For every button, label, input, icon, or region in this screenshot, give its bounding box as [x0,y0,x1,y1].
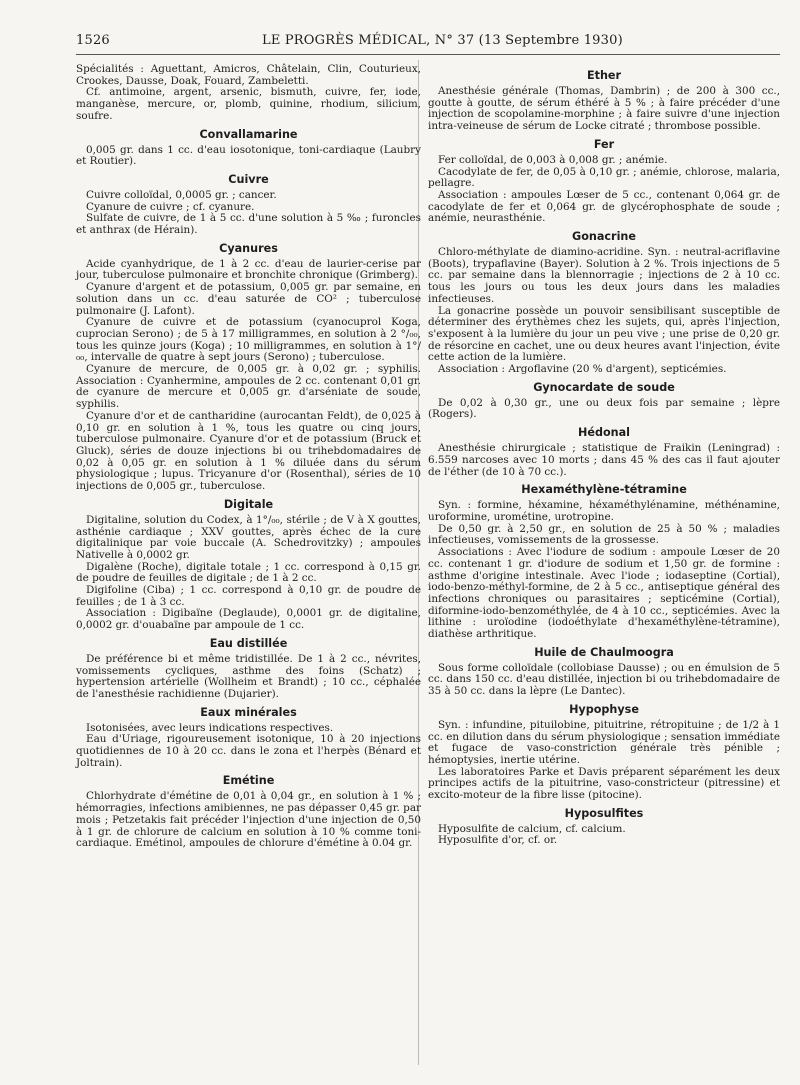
paragraph: Cyanure d'argent et de potassium, 0,005 gr. par semaine, en solution dans un cc. d'eau saturée de CO² ; tuberculose pulmonaire (J. Lafont). [76,281,421,317]
paragraph: Sous forme colloïdale (collobiase Dausse) ; ou en émulsion de 5 cc. dans 150 cc. d'eau distillée, injection bi ou trihebdomadaire de 35 à 50 cc. dans la lèpre (Le Dantec). [428,661,780,698]
paragraph: Cyanure d'or et de cantharidine (aurocantan Feldt), de 0,025 à 0,10 gr. en solution à 1 %, tous les quatre ou cinq jours, tuberculose pulmonaire. Cyanure d'or et de potassium (Bruck et Gluck), séries de douze injections bi ou trihebdomadaires de 0,02 à 0,05 gr. en solution à 1 % diluée dans du sérum physiologique ; lupus. Tricyanure d'or (Rosenthal), séries de 10 injections de 0,005 gr., tuberculose. [76,409,421,493]
section-heading-gynocardate: Gynocardate de soude [533,380,675,394]
paragraph: Cyanure de cuivre ; cf. cyanure. [86,200,255,213]
paragraph: Cyanure de mercure, de 0,005 gr. à 0,02 gr. ; syphilis. Association : Cyanhermine, ampoules de 2 cc. contenant 0,01 gr. de cyanure de mercure et 0,005 gr. d'arséniate de soude, syphilis. [76,363,421,411]
paragraph: Hyposulfite d'or, cf. or. [438,834,558,847]
paragraph: De 0,02 à 0,30 gr., une ou deux fois par semaine ; lèpre (Rogers). [428,396,780,421]
paragraph: Syn. : infundine, pituilobine, pituitrine, rétropituine ; de 1/2 à 1 cc. en dilution dans du sérum physiologique ; sensation immédiate et fugace de vaso-constriction générale très pénible ; hémoptysies, inertie utérine. [428,718,780,766]
paragraph: Acide cyanhydrique, de 1 à 2 cc. d'eau de laurier-cerise par jour, tuberculose pulmonaire et bronchite chronique (Grimberg). [76,257,421,282]
paragraph: Association : Argoflavine (20 % d'argent), septicémies. [438,363,727,376]
section-heading-cyanures: Cyanures [219,241,278,255]
paragraph: La gonacrine possède un pouvoir sensibilisant susceptible de déterminer des érythèmes chez les sujets, qui, après l'injection, s'exposent à la lumière du jour un peu vive ; une prise de 0,20 gr. de résorcine en cachet, une ou deux heures avant l'injection, évite cette action de la lumière. [428,304,780,364]
section-heading-hyposulfites: Hyposulfites [564,806,644,820]
paragraph: Cyanure de cuivre et de potassium (cyanocuprol Koga, cuprocian Serono) ; de 5 à 17 milligrammes, en solution à 2 °/₀₀, tous les quinze jours (Koga) ; 10 milligrammes, en solution à 1°/₀₀, intervalle de quatre à sept jours (Serono) ; tuberculose. [76,316,421,364]
left-column [76,64,421,850]
paragraph: De 0,50 gr. à 2,50 gr., en solution de 25 à 50 % ; maladies infectieuses, vomissements de la grossesse. [428,522,780,547]
specialites-paragraph: Spécialités : Aguettant, Amicros, Châtelain, Clin, Couturieux, Crookes, Dausse, Doak, Fouard, Zambeletti. [76,63,421,87]
section-heading-eau-distillee: Eau distillée [209,636,288,650]
section-heading-eaux-minerales: Eaux minérales [200,705,297,719]
section-heading-digitale: Digitale [223,497,274,511]
paragraph: Digitaline, solution du Codex, à 1°/₀₀, stérile ; de V à X gouttes, asthénie cardiaque ; XXV gouttes, après échec de la cure digitalinique par voie buccale (A. Schedrovitzky) ; ampoules Nativelle à 0,0002 gr. [76,513,421,561]
paragraph: Associations : Avec l'iodure de sodium : ampoule Lœser de 20 cc. contenant 1 gr. d'iodure de sodium et 1,50 gr. de formine : asthme d'origine intestinale. Avec l'iode ; iodaseptine (Cortial), iodo-benzo-méthyl-formine, de 2 à 5 cc., antiseptique général des infections chroniques ou parasitaires ; septicémine (Cortial), diformine-iodo-benzométhylée, de 4 à 10 cc., septicémies. Avec la lithine : uroïodine (iodoéthylate d'hexaméthylène-tétramine), diathèse arthritique. [428,546,780,641]
paragraph: Association : Digibaïne (Deglaude), 0,0001 gr. de digitaline, 0,0002 gr. d'ouabaïne par ampoule de 1 cc. [76,607,421,632]
journal-title: LE PROGRÈS MÉDICAL, N° 37 (13 Septembre 1930) [262,33,623,48]
paragraph: Anesthésie générale (Thomas, Dambrin) ; de 200 à 300 cc., goutte à goutte, de sérum éthéré à 5 % ; à faire précéder d'une injection de scopolamine-morphine ; à faire suivre d'une injection intra-veineuse de sérum de Locke citraté ; thrombose possible. [428,85,780,133]
paragraph: Syn. : formine, héxamine, héxaméthylénamine, méthénamine, uroformine, urométine, urotropine. [428,499,780,523]
paragraph: Association : ampoules Lœser de 5 cc., contenant 0,064 gr. de cacodylate de fer et 0,064 gr. de glycérophosphate de soude ; anémie, neurasthénie. [428,188,780,225]
running-header [76,33,780,51]
paragraph: Isotonisées, avec leurs indications respectives. [86,721,334,734]
page-number: 1526 [76,33,110,48]
section-heading-ether: Ether [586,69,622,82]
right-column [428,64,780,847]
paragraph: Digifoline (Ciba) ; 1 cc. correspond à 0,10 gr. de poudre de feuilles ; de 1 à 3 cc. [76,584,421,608]
section-heading-emetine: Emétine [222,774,275,788]
cf-paragraph: Cf. antimoine, argent, arsenic, bismuth, cuivre, fer, iode, manganèse, mercure, or, plomb, quinine, rhodium, silicium, soufre. [76,86,421,122]
section-heading-chaulmoogra: Huile de Chaulmoogra [534,645,674,659]
paragraph: De préférence bi et même tridistillée. De 1 à 2 cc., névrites, vomissements cycliques, asthme des foins (Schatz) ; hypertension artérielle (Wollheim et Brandt) ; 10 cc., céphalée de l'anesthésie rachidienne (Dujarier). [76,652,421,700]
header-rule [76,54,780,55]
paragraph: Digalène (Roche), digitale totale ; 1 cc. correspond à 0,15 gr. de poudre de feuilles de digitale ; de 1 à 2 cc. [76,560,421,585]
paragraph: Hyposulfite de calcium, cf. calcium. [438,822,626,835]
paragraph: Cuivre colloïdal, 0,0005 gr. ; cancer. [86,188,277,201]
paragraph: Chlorhydrate d'émétine de 0,01 à 0,04 gr., en solution à 1 % ; hémorragies, infections amibiennes, ne pas dépasser 0,45 gr. par mois ; Petzetakis fait précéder l'injection d'une injection de 0,50 à 1 gr. de chlorure de calcium en solution à 10 % comme toni-cardiaque. Emétinol, ampoules de chlorure d'émétine à 0.04 gr. [76,790,421,850]
paragraph: Eau d'Uriage, rigoureusement isotonique, 10 à 20 injections quotidiennes de 10 à 20 cc. dans le zona et l'herpès (Bénard et Joltrain). [76,733,421,769]
section-heading-hedonal: Hédonal [578,426,630,440]
paragraph: 0,005 gr. dans 1 cc. d'eau iosotonique, toni-cardiaque (Laubry et Routier). [76,143,421,168]
section-heading-cuivre: Cuivre [228,172,269,186]
paragraph: Chloro-méthylate de diamino-acridine. Syn. : neutral-acriflavine (Boots), trypaflavine (Bayer). Solution à 2 %. Trois injections de 5 cc. par semaine dans la blennorragie ; injections de 2 à 10 cc. tous les jours ou tous les deux jours dans les maladies infectieuses. [428,246,780,305]
paragraph: Sulfate de cuivre, de 1 à 5 cc. d'une solution à 5 ‰ ; furoncles et anthrax (de Hérain). [76,212,421,237]
paragraph: Anesthésie chirurgicale ; statistique de Fraikin (Leningrad) : 6.559 narcoses avec 10 morts ; dans 45 % des cas il faut ajouter de l'éther (de 10 à 70 cc.). [428,442,780,478]
section-heading-hypophyse: Hypophyse [569,702,639,716]
paragraph: Les laboratoires Parke et Davis préparent séparément les deux principes actifs de la pituitrine, vaso-constricteur (pitressine) et excito-moteur de la fibre lisse (pitocine). [428,765,780,802]
paragraph: Cacodylate de fer, de 0,05 à 0,10 gr. ; anémie, chlorose, malaria, pellagre. [428,165,780,190]
section-heading-convallamarine: Convallamarine [199,127,298,141]
paragraph: Fer colloïdal, de 0,003 à 0,008 gr. ; anémie. [438,153,668,166]
section-heading-gonacrine: Gonacrine [572,230,636,244]
section-heading-hexamethylene: Hexaméthylène-tétramine [521,483,687,497]
section-heading-fer: Fer [593,137,615,151]
